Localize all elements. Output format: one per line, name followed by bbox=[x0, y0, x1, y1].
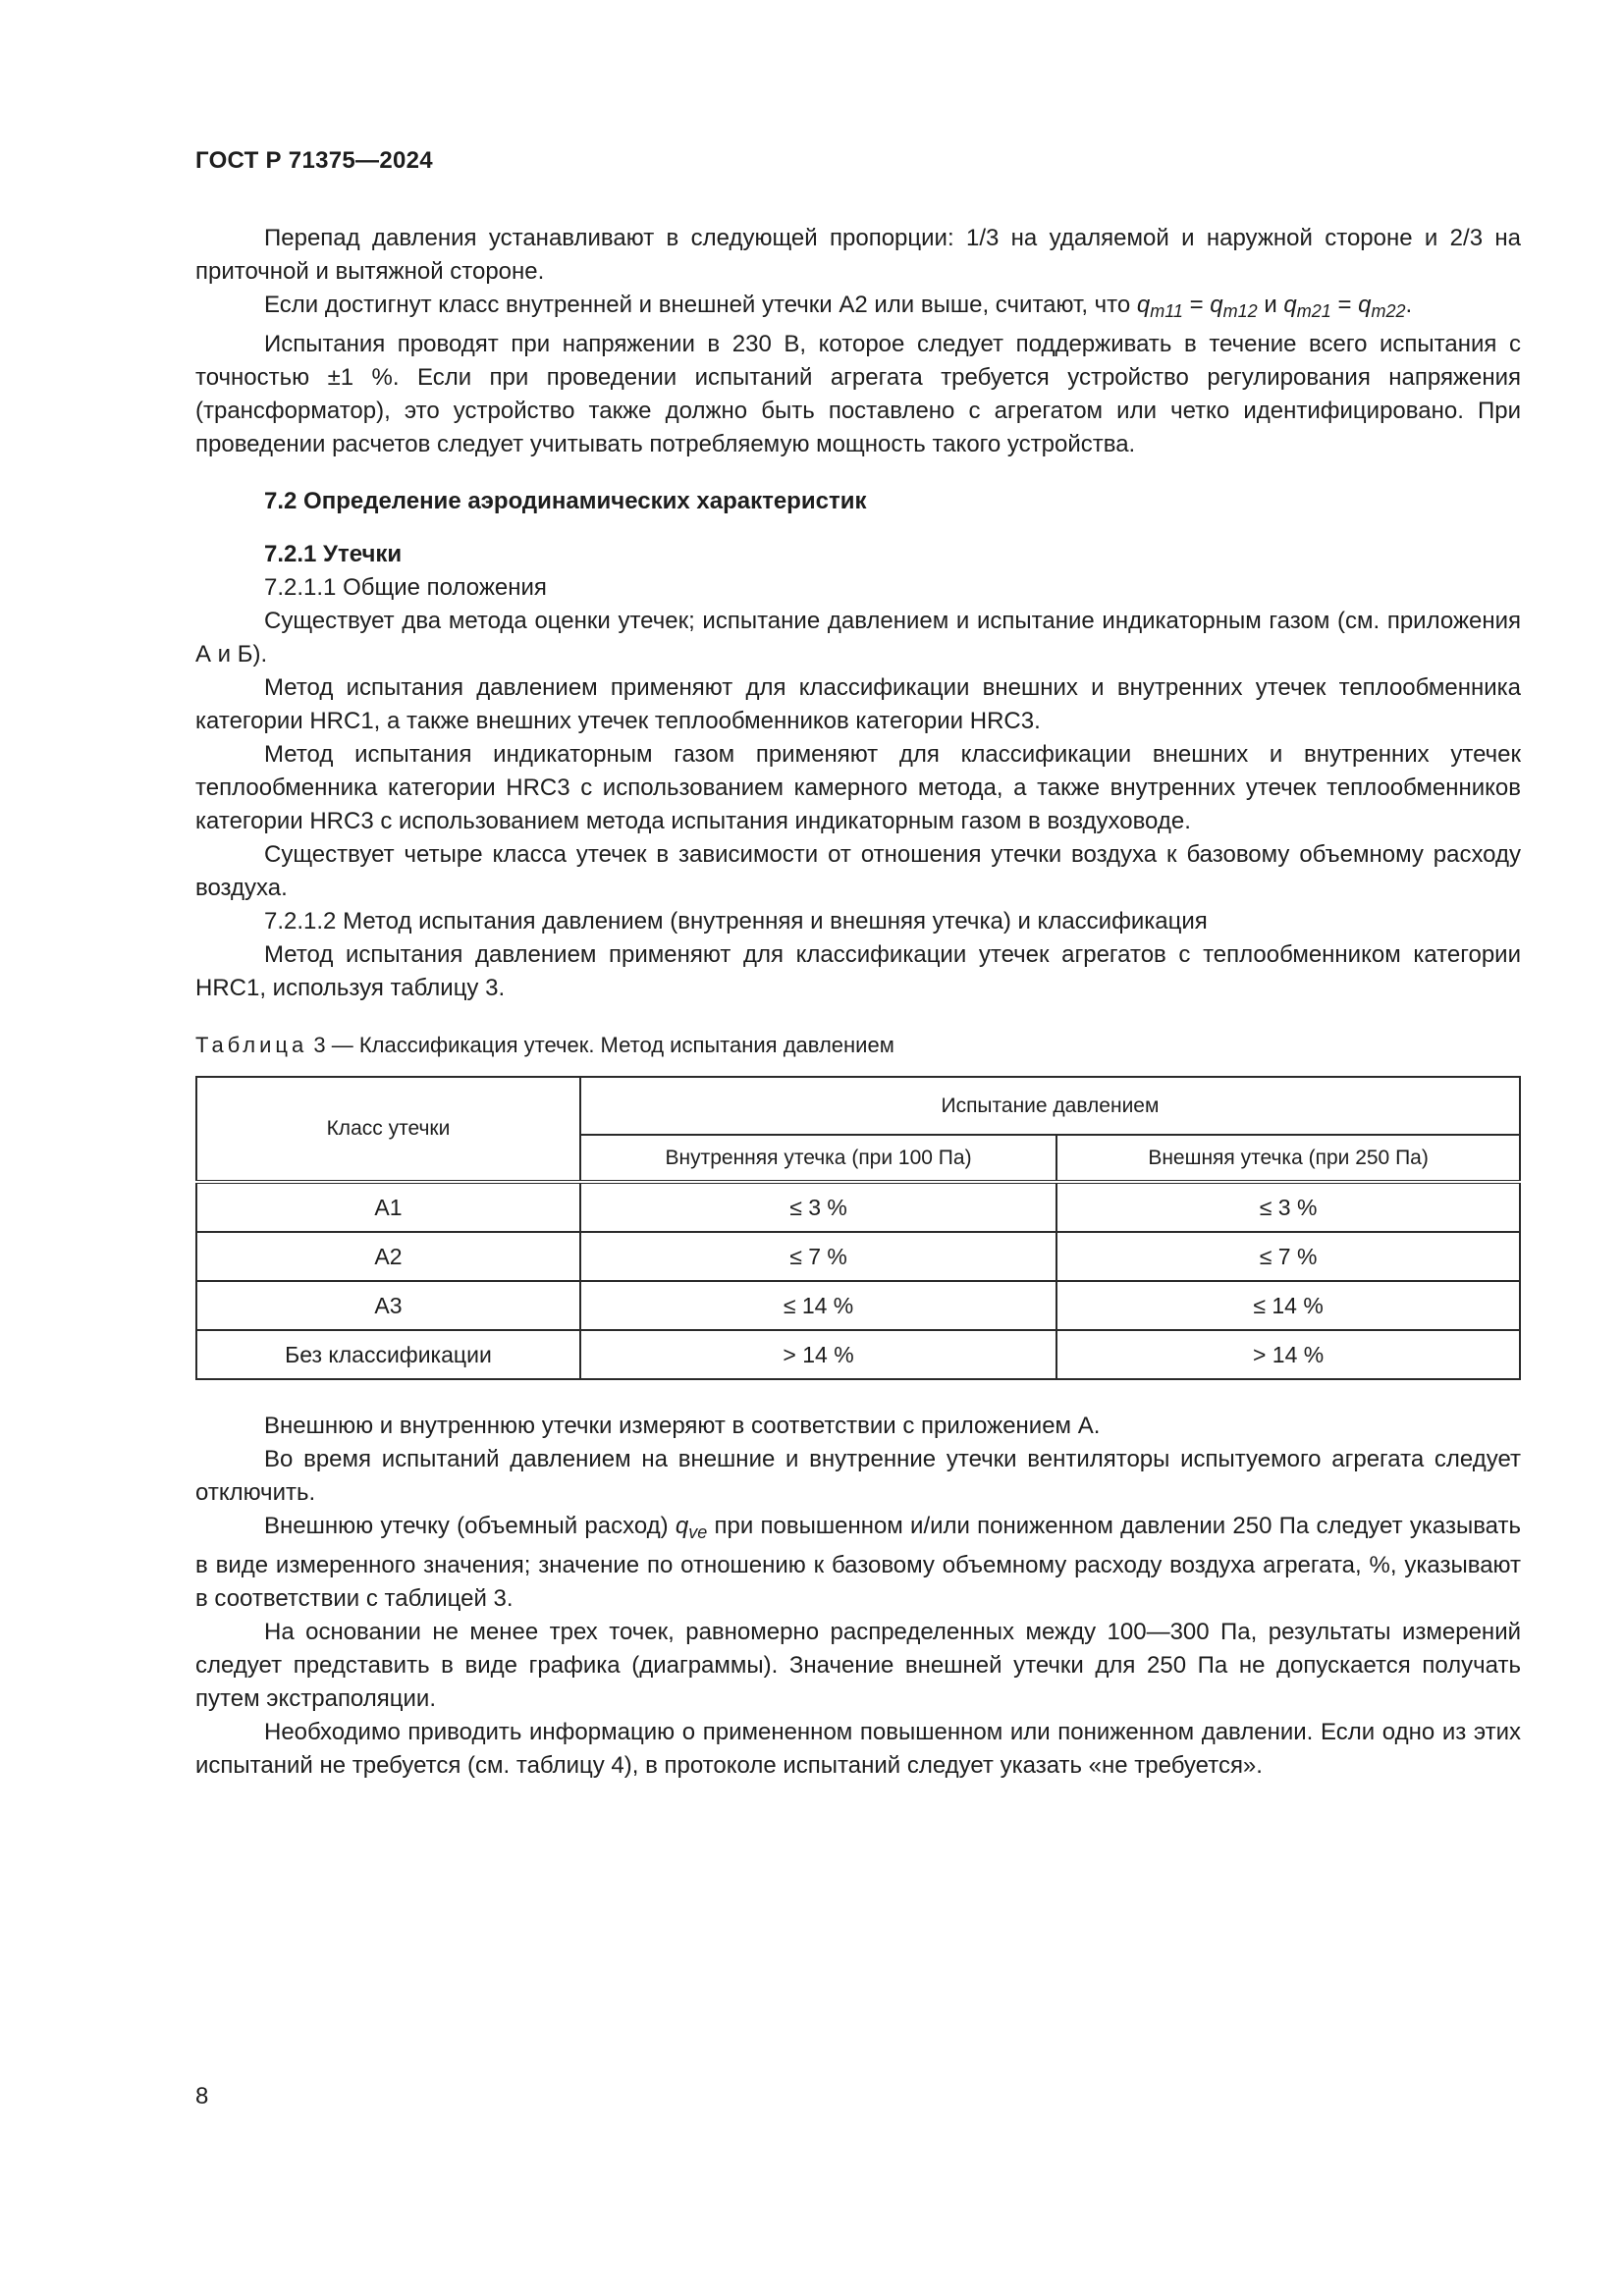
document-header: ГОСТ Р 71375—2024 bbox=[195, 147, 433, 174]
cell-class: А3 bbox=[196, 1281, 580, 1330]
paragraph-external-leak-flow bbox=[195, 1510, 1521, 1616]
formula-equals: = bbox=[1182, 292, 1211, 318]
formula-q: q bbox=[1358, 292, 1372, 318]
section-heading-7-2-1-1: 7.2.1.1 Общие положения bbox=[264, 574, 547, 601]
page-number: 8 bbox=[195, 2083, 209, 2109]
column-header-group: Испытание давлением bbox=[580, 1077, 1520, 1135]
document-page bbox=[195, 147, 1521, 1783]
paragraph-pressure-ratio: Перепад давления устанавливают в следующей пропорции: 1/3 на удаляемой и наружной стороне и 2/3 на приточной и вытяжной стороне. bbox=[195, 225, 1521, 285]
table-caption-label: Таблица bbox=[195, 1033, 308, 1057]
cell-external: ≤ 3 % bbox=[1056, 1182, 1520, 1232]
section-heading-7-2-1-2: 7.2.1.2 Метод испытания давлением (внутренняя и внешняя утечка) и классификация bbox=[264, 908, 1208, 934]
formula-subscript: ve bbox=[688, 1522, 708, 1542]
paragraph-two-methods: Существует два метода оценки утечек; испытание давлением и испытание индикаторным газом (см. приложения А и Б). bbox=[195, 608, 1521, 667]
table-caption bbox=[195, 1031, 1521, 1060]
table-row bbox=[196, 1330, 1520, 1379]
text-fragment: Если достигнут класс внутренней и внешней утечки А2 или выше, считают, что bbox=[264, 292, 1137, 318]
paragraph-tracer-gas-method: Метод испытания индикаторным газом применяют для классификации внешних и внутренних утечек теплообменника категории HRC3 с использованием камерного метода, а также внутренних утечек теплообменников категории HRC3 с использованием метода испытания индикаторным газом в воздуховоде. bbox=[195, 741, 1521, 834]
formula-q: q bbox=[1210, 292, 1223, 318]
cell-internal: ≤ 7 % bbox=[580, 1232, 1056, 1281]
table-row bbox=[196, 1281, 1520, 1330]
paragraph-measure-annex-a: Внешнюю и внутреннюю утечки измеряют в соответствии с приложением А. bbox=[264, 1413, 1101, 1439]
formula-equals: = bbox=[1330, 292, 1359, 318]
table-row bbox=[196, 1182, 1520, 1232]
paragraph-table-reference: Метод испытания давлением применяют для классификации утечек агрегатов с теплообменником категории HRC1, используя таблицу 3. bbox=[195, 941, 1521, 1001]
paragraph-three-points: На основании не менее трех точек, равномерно распределенных между 100—300 Па, результаты измерений следует представить в виде графика (диаграммы). Значение внешней утечки для 250 Па не допускается получать путем экстраполяции. bbox=[195, 1619, 1521, 1712]
cell-internal: > 14 % bbox=[580, 1330, 1056, 1379]
text-fragment: при повышенном и/или пониженном давлении 250 Па следует указывать в виде измеренного значения; значение по отношению к базовому объемному расходу воздуха агрегата, %, указывают в соответствии с таблицей 3. bbox=[195, 1513, 1521, 1612]
text-fragment: и bbox=[1257, 292, 1284, 318]
formula-q: q bbox=[1283, 292, 1297, 318]
formula-subscript: m11 bbox=[1150, 301, 1183, 321]
cell-class: А2 bbox=[196, 1232, 580, 1281]
section-heading-7-2: 7.2 Определение аэродинамических характеристик bbox=[264, 488, 867, 514]
formula-q: q bbox=[1136, 292, 1151, 318]
formula-subscript: m12 bbox=[1222, 301, 1258, 321]
cell-class: Без классификации bbox=[196, 1330, 580, 1379]
paragraph-fans-off: Во время испытаний давлением на внешние и внутренние утечки вентиляторы испытуемого агрегата следует отключить. bbox=[195, 1446, 1521, 1506]
paragraph-four-classes: Существует четыре класса утечек в зависимости от отношения утечки воздуха к базовому объемному расходу воздуха. bbox=[195, 841, 1521, 901]
paragraph-leak-class-condition bbox=[195, 289, 1521, 328]
table-caption-text: 3 — Классификация утечек. Метод испытания давлением bbox=[307, 1033, 894, 1057]
cell-external: > 14 % bbox=[1056, 1330, 1520, 1379]
formula-subscript: m21 bbox=[1296, 301, 1331, 321]
cell-class: А1 bbox=[196, 1182, 580, 1232]
column-header-external: Внешняя утечка (при 250 Па) bbox=[1056, 1135, 1520, 1182]
section-heading-7-2-1: 7.2.1 Утечки bbox=[264, 541, 403, 567]
table-row bbox=[196, 1232, 1520, 1281]
formula-subscript: m22 bbox=[1371, 301, 1406, 321]
cell-internal: ≤ 14 % bbox=[580, 1281, 1056, 1330]
text-fragment: . bbox=[1405, 292, 1413, 318]
column-header-class: Класс утечки bbox=[196, 1077, 580, 1182]
leak-classification-table bbox=[195, 1076, 1521, 1380]
cell-external: ≤ 7 % bbox=[1056, 1232, 1520, 1281]
text-fragment: Внешнюю утечку (объемный расход) bbox=[264, 1513, 676, 1539]
formula-q: q bbox=[675, 1513, 689, 1539]
cell-internal: ≤ 3 % bbox=[580, 1182, 1056, 1232]
paragraph-voltage: Испытания проводят при напряжении в 230 В, которое следует поддерживать в течение всего испытания с точностью ±1 %. Если при проведении испытаний агрегата требуется устройство регулирования напряжения (трансформатор), это устройство также должно быть поставлено с агрегатом или четко идентифицировано. При проведении расчетов следует учитывать потребляемую мощность такого устройства. bbox=[195, 331, 1521, 457]
paragraph-pressure-info: Необходимо приводить информацию о примененном повышенном или пониженном давлении. Если одно из этих испытаний не требуется (см. таблицу 4), в протоколе испытаний следует указать «не требуется». bbox=[195, 1719, 1521, 1779]
cell-external: ≤ 14 % bbox=[1056, 1281, 1520, 1330]
paragraph-pressure-method: Метод испытания давлением применяют для классификации внешних и внутренних утечек теплообменника категории HRC1, а также внешних утечек теплообменников категории HRC3. bbox=[195, 674, 1521, 734]
column-header-internal: Внутренняя утечка (при 100 Па) bbox=[580, 1135, 1056, 1182]
